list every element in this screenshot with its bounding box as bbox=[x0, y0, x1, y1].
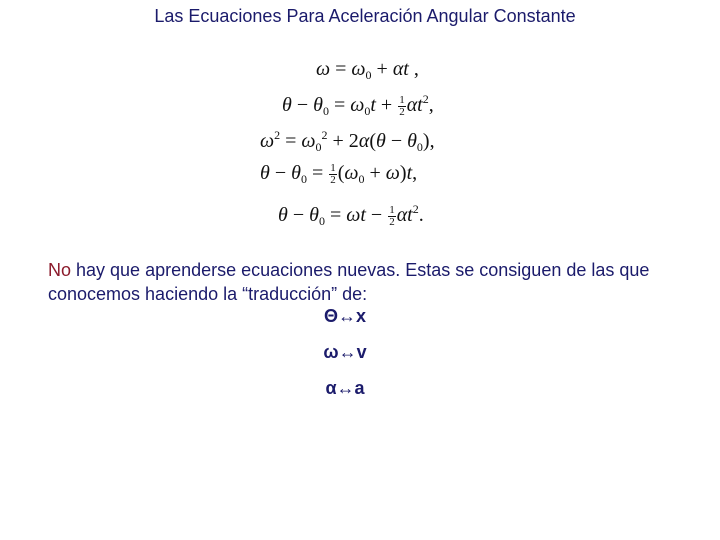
equation-average-velocity: $\theta - \theta_0$ = $\frac{1}{2}$ $(\omega_0 + \omega)t$, bbox=[260, 161, 418, 186]
translation-omega-v: ω↔v bbox=[323, 342, 367, 362]
translation-alpha-a: α↔a bbox=[325, 378, 365, 398]
equation-angular-velocity: $\omega = \omega_0 + \alpha t$ , bbox=[316, 58, 419, 82]
equation-angular-velocity-squared: $\omega^2 = \omega_0^2 + 2\alpha(\theta - \theta_0)$, bbox=[260, 128, 435, 154]
equation-angular-displacement: $\theta - \theta_0 = \omega_0t$ + $\frac{1}{2}$ $\alpha t^2$, bbox=[282, 92, 434, 118]
explanation-text: hay que aprenderse ecuaciones nuevas. Estas se consiguen de las que conocemos haciendo la “traducción” de: bbox=[48, 260, 650, 304]
explanation-paragraph bbox=[48, 258, 688, 306]
emphasis-word: No bbox=[48, 260, 72, 280]
page-title: Las Ecuaciones Para Aceleración Angular Constante bbox=[154, 6, 576, 26]
equation-final-velocity-displacement: $\theta - \theta_0 = \omega t$ − $\frac{1}{2}$ $\alpha t^2$. bbox=[278, 202, 424, 228]
translation-theta-x: Θ↔x bbox=[323, 306, 366, 326]
